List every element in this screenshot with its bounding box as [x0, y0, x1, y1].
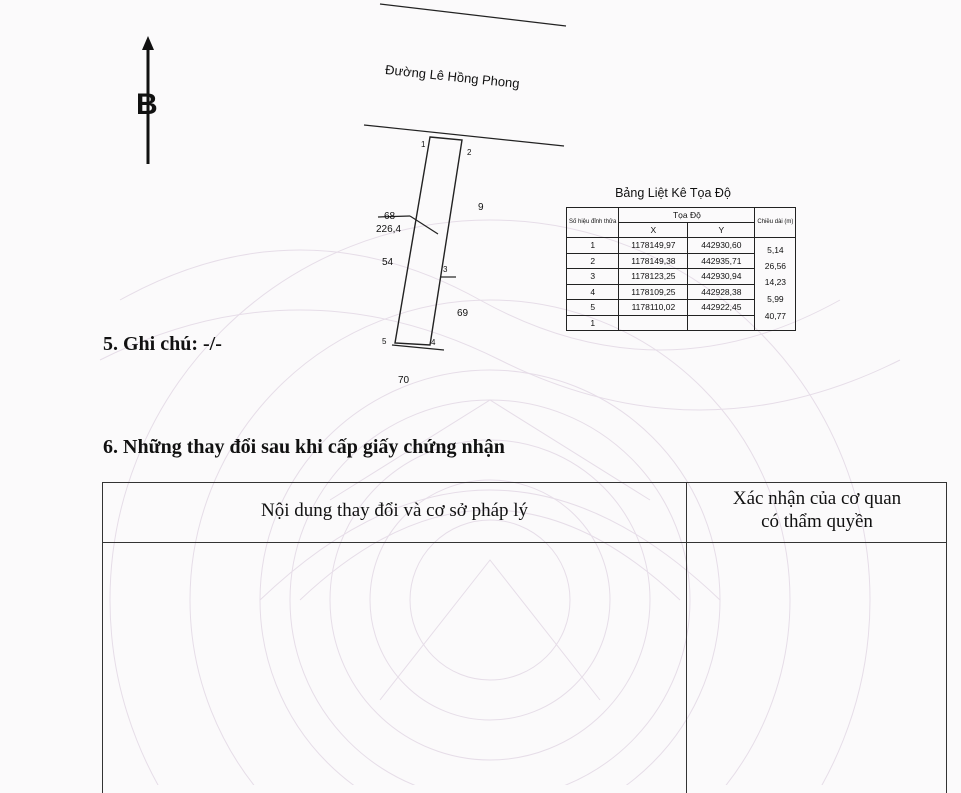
table-row — [567, 238, 796, 254]
x-cell: 1178149,97 — [619, 238, 688, 254]
edge-length: 14,23 — [764, 277, 787, 287]
neighbor-plot-label: 70 — [398, 375, 410, 386]
edge-length: 5,14 — [767, 245, 784, 255]
vertex-5-label: 5 — [382, 337, 387, 346]
header-y: Y — [688, 223, 755, 238]
vertex-4-label: 4 — [431, 338, 436, 347]
header-length: Chiều dài (m) — [755, 208, 796, 238]
vertex-id-cell: 5 — [567, 300, 619, 316]
plot-area-label: 226,4 — [376, 224, 402, 235]
edge-length: 40,77 — [764, 311, 787, 321]
neighbor-plot-label: 54 — [382, 257, 394, 268]
y-cell — [688, 315, 755, 331]
x-cell — [619, 315, 688, 331]
header-confirm-line1: Xác nhận của cơ quan — [732, 488, 902, 509]
vertex-3-label: 3 — [443, 265, 448, 274]
note-section: 5. Ghi chú: -/- — [103, 333, 222, 355]
bottom-boundary-line — [392, 345, 444, 350]
coordinate-table-title: Bảng Liệt Kê Tọa Độ — [615, 186, 731, 200]
header-coords: Tọa Độ — [619, 208, 755, 223]
vertex-id-cell: 2 — [567, 253, 619, 269]
x-cell: 1178149,38 — [619, 253, 688, 269]
changes-section-title: 6. Những thay đổi sau khi cấp giấy chứng nhận — [103, 436, 505, 458]
vertex-id-cell: 3 — [567, 269, 619, 285]
top-road-line — [380, 4, 566, 26]
x-cell: 1178109,25 — [619, 284, 688, 300]
road-name-label: Đường Lê Hồng Phong — [384, 62, 521, 92]
x-cell: 1178123,25 — [619, 269, 688, 285]
edge-length: 26,56 — [764, 261, 787, 271]
header-x: X — [619, 223, 688, 238]
y-cell: 442930,94 — [688, 269, 755, 285]
x-cell: 1178110,02 — [619, 300, 688, 316]
y-cell: 442922,45 — [688, 300, 755, 316]
header-vertex-id: Số hiệu đỉnh thửa — [567, 208, 619, 238]
changes-table — [102, 482, 947, 793]
header-content-and-legal-basis: Nội dung thay đổi và cơ sở pháp lý — [260, 500, 529, 521]
road-boundary-line — [364, 125, 564, 146]
header-authority-confirmation — [688, 487, 946, 533]
vertex-id-cell: 1 — [567, 315, 619, 331]
plot-number-label: 68 — [384, 211, 396, 222]
changes-content-column — [103, 483, 687, 793]
neighbor-plot-label: 69 — [457, 308, 469, 319]
vertex-id-cell: 1 — [567, 238, 619, 254]
header-divider — [103, 542, 946, 543]
vertex-id-cell: 4 — [567, 284, 619, 300]
north-label: B — [136, 88, 158, 121]
neighbor-plot-label: 9 — [478, 202, 484, 213]
lengths-column — [755, 238, 796, 331]
vertex-1-label: 1 — [421, 140, 426, 149]
plot-outline — [395, 137, 462, 345]
vertex-2-label: 2 — [467, 148, 472, 157]
edge-length: 5,99 — [767, 294, 784, 304]
y-cell: 442935,71 — [688, 253, 755, 269]
coordinate-table — [566, 207, 796, 331]
y-cell: 442930,60 — [688, 238, 755, 254]
header-confirm-line2: có thẩm quyền — [761, 511, 873, 532]
y-cell: 442928,38 — [688, 284, 755, 300]
